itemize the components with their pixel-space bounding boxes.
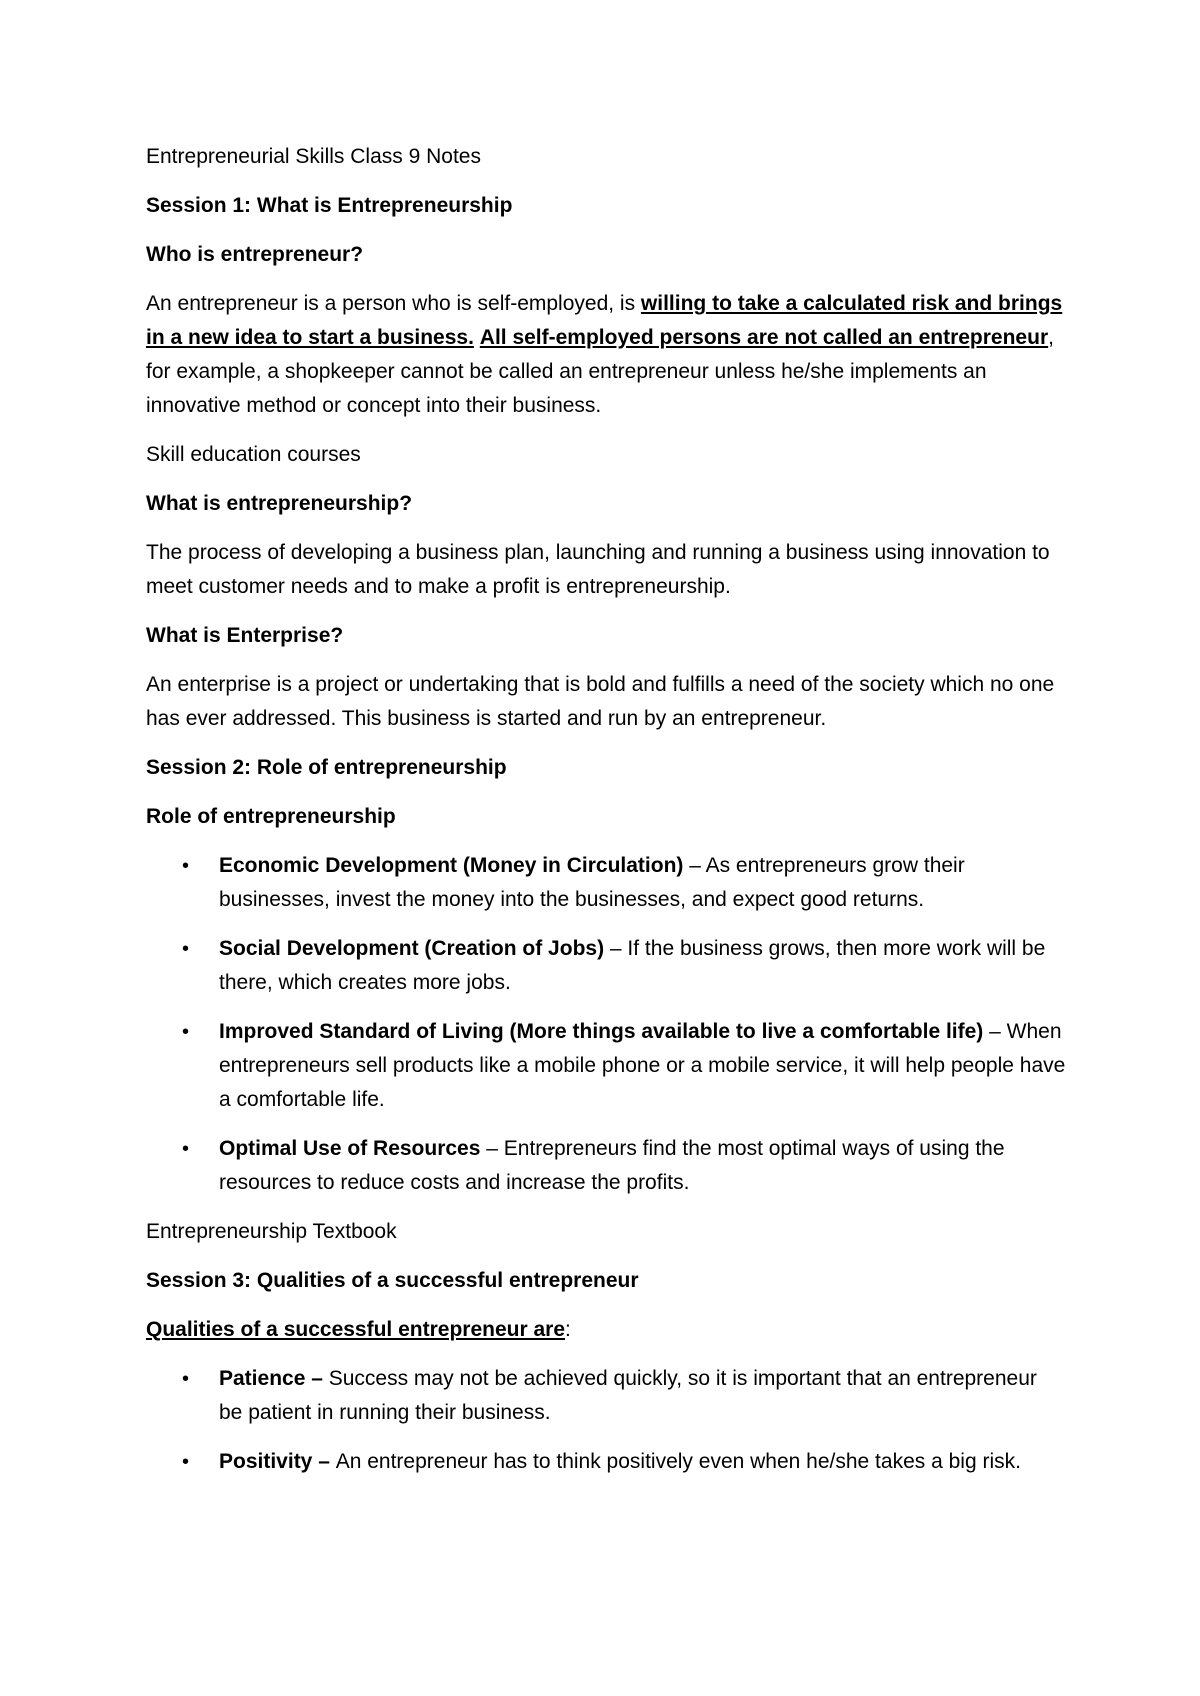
bullet-icon: • — [182, 1451, 190, 1473]
underlined-emphasis: All self-employed persons are not called an entrepreneur — [479, 326, 1049, 349]
qualities-subheading-colon: : — [565, 1318, 571, 1341]
answer-text: , for example, a shopkeeper cannot be called an entrepreneur unless he/she implements an innovative method or concept into their business. — [146, 326, 1054, 417]
role-subheading: Role of entrepreneurship — [146, 805, 396, 828]
list-item-term: Positivity – — [219, 1450, 336, 1473]
session-2-heading: Session 2: Role of entrepreneurship — [146, 756, 507, 779]
answer-text: An entrepreneur is a person who is self-employed, is — [146, 292, 641, 315]
textbook-line: Entrepreneurship Textbook — [146, 1220, 397, 1243]
question-what-is-entrepreneurship: What is entrepreneurship? — [146, 492, 413, 515]
bullet-icon: • — [182, 855, 190, 877]
list-item — [146, 1132, 1066, 1200]
bullet-icon: • — [182, 1021, 190, 1043]
list-item-term: Economic Development (Money in Circulation) — [219, 854, 684, 877]
list-item-text: – Entrepreneurs find the most optimal ways of using the resources to reduce costs and increase the profits. — [219, 1137, 1005, 1194]
list-item-text: – As entrepreneurs grow their businesses, invest the money into the businesses, and expect good returns. — [219, 854, 965, 911]
document-title: Entrepreneurial Skills Class 9 Notes — [146, 145, 481, 168]
list-item-text: – If the business grows, then more work will be there, which creates more jobs. — [219, 937, 1046, 994]
bullet-icon: • — [182, 1138, 190, 1160]
list-item — [146, 849, 1066, 917]
list-item-term: Improved Standard of Living (More things available to live a comfortable life) — [219, 1020, 984, 1043]
list-item-text: An entrepreneur has to think positively even when he/she takes a big risk. — [335, 1450, 1021, 1473]
list-item-text: Success may not be achieved quickly, so it is important that an entrepreneur be patient in running their business. — [219, 1367, 1037, 1424]
question-who-is-entrepreneur: Who is entrepreneur? — [146, 243, 364, 266]
list-item — [146, 1015, 1066, 1117]
answer-entrepreneurship-definition: The process of developing a business plan, launching and running a business using innovation to meet customer needs and to make a profit is entrepreneurship. — [146, 541, 1050, 598]
list-item-term: Patience – — [219, 1367, 329, 1390]
list-item — [146, 932, 1066, 1000]
role-list — [146, 849, 1066, 1200]
qualities-list — [146, 1362, 1066, 1479]
qualities-subheading-text: Qualities of a successful entrepreneur are — [146, 1318, 565, 1341]
list-item — [146, 1445, 1066, 1479]
answer-entrepreneur-definition — [146, 287, 1066, 423]
session-3-heading: Session 3: Qualities of a successful entrepreneur — [146, 1269, 639, 1292]
question-what-is-enterprise: What is Enterprise? — [146, 624, 344, 647]
document-page — [146, 140, 1066, 1494]
list-item-term: Optimal Use of Resources — [219, 1137, 481, 1160]
list-item-term: Social Development (Creation of Jobs) — [219, 937, 605, 960]
answer-enterprise-definition: An enterprise is a project or undertaking that is bold and fulfills a need of the society which no one has ever addressed. This business is started and run by an entrepreneur. — [146, 673, 1055, 730]
list-item-text: – When entrepreneurs sell products like a mobile phone or a mobile service, it will help people have a comfortable life. — [219, 1020, 1066, 1111]
bullet-icon: • — [182, 938, 190, 960]
session-1-heading: Session 1: What is Entrepreneurship — [146, 194, 513, 217]
bullet-icon: • — [182, 1368, 190, 1390]
list-item — [146, 1362, 1066, 1430]
underlined-emphasis: willing to take a calculated risk and brings in a new idea to start a business. — [146, 292, 1063, 349]
qualities-subheading — [146, 1313, 1066, 1347]
skill-education-line: Skill education courses — [146, 443, 361, 466]
